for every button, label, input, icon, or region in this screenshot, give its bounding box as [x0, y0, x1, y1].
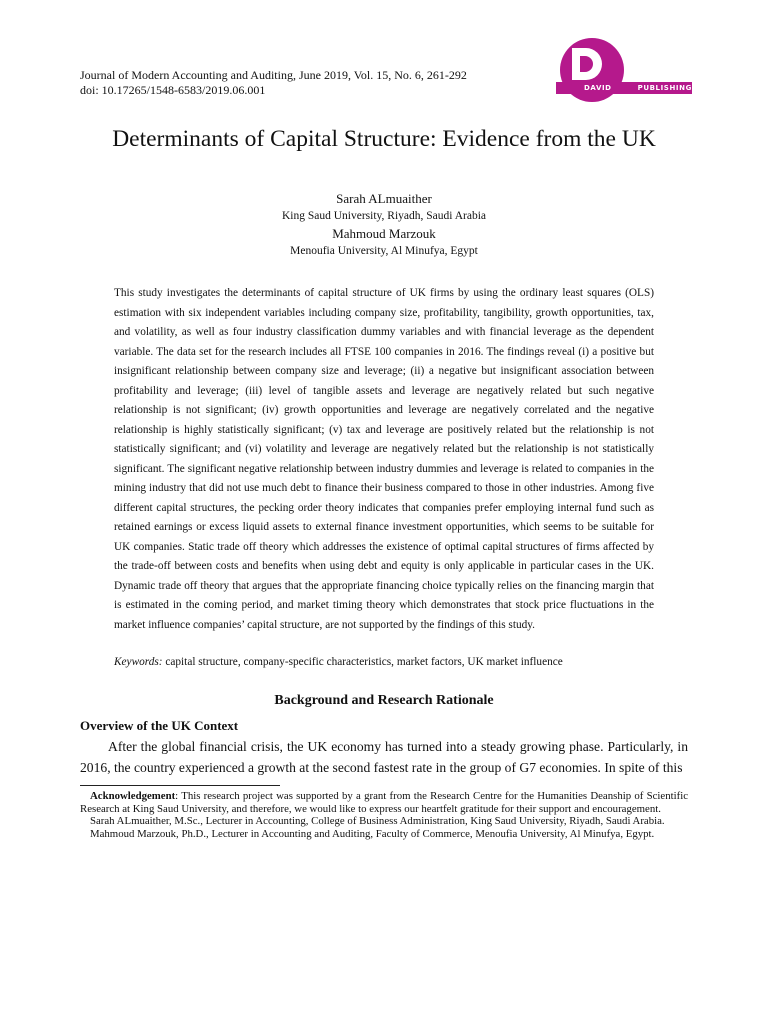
abstract-text: This study investigates the determinants of capital structure of UK firms by using the ordinary least squares (OLS) estimation with six independent variables including company size, profitability, tangibility, growth opportunities, tax, and volatility, as well as four industry classification dummy variables and with financial leverage as the dependent variable. The data set for the research includes all FTSE 100 companies in 2016. The findings reveal (i) a positive but insignificant relationship between company size and leverage; (ii) a negative but insignificant association between profitability and leverage; (iii) level of tangible assets and leverage are negatively related but such negative relationship is not significant; (iv) growth opportunities and leverage are negatively correlated and the negative relationship is highly statistically significant; (v) tax and leverage are positively related but the relationship is not statistically significant; and (vi) volatility and leverage are negatively related but the relationship is not statistically significant. The significant negative relationship between industry dummies and leverage is related to companies in the mining industry that did not use much debt to finance their business compared to those in other industries. Among five different capital structures, the pecking order theory indicates that companies prefer employing internal fund such as retained earnings or excess liquid assets to external finance investment opportunities, which seems to be suitable for UK companies. Static trade off theory which addresses the existence of optimal capital structures of firms affected by the trade-off between costs and benefits when using debt and equity is only applicable in particular cases in the UK. Dynamic trade off theory that argues that the appropriate financing choice typically relies on the financing margin that is estimated in the coming period, and market timing theory which demonstrates that stock price fluctuations in the market influence companies’ capital structure, are not supported by the findings of this study.: [114, 287, 654, 631]
logo-brand-right: PUBLISHING: [637, 84, 692, 92]
footnote-rule: [80, 785, 280, 786]
author-affiliation: King Saud University, Riyadh, Saudi Arabia: [282, 210, 486, 222]
footnotes: [80, 790, 688, 840]
paper-title: Determinants of Capital Structure: Evidence from the UK: [112, 126, 656, 152]
author-block: [0, 190, 768, 260]
footnote-author: Mahmoud Marzouk, Ph.D., Lecturer in Accounting and Auditing, Faculty of Commerce, Menoufia University, Al Minufya, Egypt.: [90, 827, 655, 840]
author-affiliation: Menoufia University, Al Minufya, Egypt: [290, 245, 478, 257]
footnote-acknowledgement: [80, 790, 688, 815]
logo-d-icon: [568, 46, 608, 82]
journal-citation: [80, 68, 467, 98]
keywords-text: capital structure, company-specific characteristics, market factors, UK market influence: [165, 656, 563, 668]
doi-line: doi: 10.17265/1548-6583/2019.06.001: [80, 83, 266, 97]
author-name: Mahmoud Marzouk: [332, 226, 436, 241]
footnote-author: Sarah ALmuaither, M.Sc., Lecturer in Accounting, College of Business Administration, King Saud University, Riyadh, Saudi Arabia.: [90, 815, 665, 828]
subsection-heading: Overview of the UK Context: [80, 718, 239, 733]
journal-line: Journal of Modern Accounting and Auditing, June 2019, Vol. 15, No. 6, 261-292: [80, 68, 467, 82]
acknowledgement-text: : This research project was supported by a grant from the Research Centre for the Humanities Deanship of Scientific Research at King Saud University, and therefore, we would like to express our heartfelt gratitude for their support and encouragement.: [80, 790, 688, 815]
logo-brand-left: DAVID: [584, 84, 612, 92]
publisher-logo: [556, 36, 696, 108]
keywords-label: Keywords:: [114, 656, 163, 668]
section-heading: Background and Research Rationale: [274, 693, 494, 708]
acknowledgement-label: Acknowledgement: [90, 790, 176, 802]
abstract: [114, 284, 654, 635]
keywords: [114, 655, 674, 670]
body-paragraph: After the global financial crisis, the UK economy has turned into a steady growing phase. Particularly, in 2016, the country experienced a growth at the second fastest rate in the group of G7 economies. In spite of this: [80, 739, 688, 775]
logo-brand-text: [584, 82, 692, 94]
author-name: Sarah ALmuaither: [336, 191, 432, 206]
